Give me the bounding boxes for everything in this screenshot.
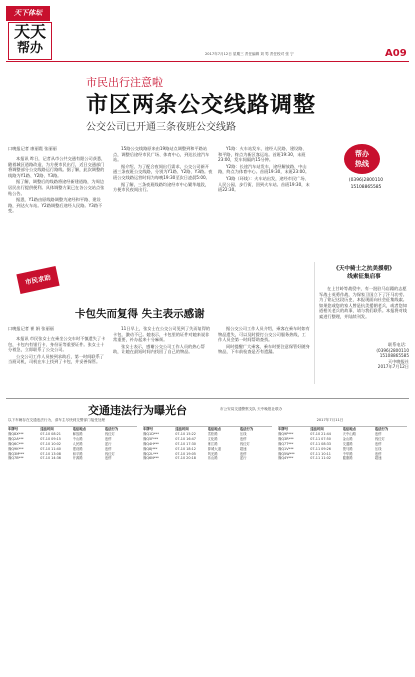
- table-cell: 豫Q9P***: [278, 431, 294, 436]
- table-cell: 07-10 21:44: [310, 431, 331, 436]
- paragraph: 本报讯 昨日，记者从市公共交通有限公司获悉，随着城区道路改造，为方便市民出行，近日交通部门将调整部分公交线路运行路线。据了解，此次调整的线路为Y1路、Y2路、Y3路。: [8, 156, 106, 178]
- violations-table-block: [278, 426, 407, 670]
- page-number: A09: [385, 48, 407, 59]
- sidebar-notice: [314, 262, 409, 384]
- table-cell: 豫Q4H***: [143, 441, 159, 446]
- table-row: [278, 456, 407, 461]
- paragraph: 据悉，Y1路由原线路调整为途经和平路、建设路，到达火车站。Y2路调整后途经人民路。Y3路不变。: [8, 197, 103, 214]
- table-header-cell: 车牌号: [143, 427, 154, 431]
- headline-sub: 公交公司已开通三条夜班公交线路: [86, 122, 236, 133]
- table-header-cell: 车牌号: [278, 427, 289, 431]
- sidebar-date: 2017年7月12日: [377, 364, 409, 370]
- table-cell: 压线: [239, 431, 247, 436]
- table-row: [8, 456, 137, 461]
- table-cell: 超速: [239, 446, 247, 451]
- violations-note: 以下车辆存在交通违法行为，请车主尽快到交警部门接受处理: [8, 418, 106, 422]
- section-title-line2: 帮办: [16, 41, 43, 56]
- paragraph: 据了解，三条夜班线路均途经市中心繁华地段，方便市民夜间出行。: [113, 181, 209, 193]
- table-cell: 违停: [374, 441, 382, 446]
- table-cell: 闯红灯: [374, 436, 385, 441]
- table-cell: 练江路: [207, 441, 218, 446]
- article2-title: 卡包失而复得 失主表示感谢: [75, 308, 205, 320]
- help-badge: [344, 144, 380, 174]
- table-cell: 违停: [374, 451, 382, 456]
- table-cell: 豫Q2A***: [8, 436, 24, 441]
- help-badge-bottom: 热线: [355, 160, 369, 168]
- table-header-cell: 违法行为: [374, 427, 389, 431]
- table-header-cell: 违法行为: [239, 427, 254, 431]
- table-cell: 07-10 16:47: [175, 436, 196, 441]
- table-cell: 07-10 19:05: [175, 451, 196, 456]
- table-cell: 违停: [239, 451, 247, 456]
- table-cell: 金山路: [342, 436, 353, 441]
- table-cell: 违停: [104, 456, 112, 461]
- table-cell: 07-10 20:18: [175, 456, 196, 461]
- table-cell: 开源路: [72, 456, 83, 461]
- table-cell: 豫Q4Y***: [278, 456, 294, 461]
- article1-col1: [8, 156, 108, 276]
- paragraph: Y3路（环线）：火车站出发，途经市民广场、人民公园、步行街，回到火车站。首班19:30，末班22:30。: [218, 175, 310, 193]
- table-cell: 违停: [374, 431, 382, 436]
- table-cell: 闯红灯: [239, 441, 250, 446]
- table-cell: 07-11 07:50: [310, 436, 331, 441]
- help-phone-1: (0396)2800110: [348, 178, 384, 183]
- table-cell: 07-11 08:33: [310, 441, 331, 446]
- table-cell: 07-11 09:26: [310, 446, 331, 451]
- table-header-cell: 违法地点: [342, 427, 357, 431]
- article2-stamp: 市民求助: [16, 266, 59, 294]
- table-cell: 健康路: [342, 456, 353, 461]
- table-header-cell: 违法时间: [175, 427, 189, 431]
- article1-byline: 口晚报记者 康丽霞 张丽丽: [8, 146, 57, 151]
- table-cell: 逆行: [104, 441, 112, 446]
- table-cell: 豫Q3M***: [8, 451, 25, 456]
- table-header-cell: 违法地点: [207, 427, 222, 431]
- table-header-cell: 违法时间: [40, 427, 54, 431]
- headline-main: 市区两条公交线路调整: [86, 93, 317, 118]
- paragraph: 11日早上，张女士在公交公司见到了失而复得的卡包，激动不已。她表示，卡包里的证件对她来说非常重要，补办起来十分麻烦。: [113, 326, 211, 343]
- table-cell: 07-11 11:02: [310, 456, 331, 461]
- table-cell: 违停: [104, 446, 112, 451]
- violations-title: 交通违法行为曝光台: [88, 404, 187, 417]
- table-cell: 07-10 08:21: [40, 431, 61, 436]
- table-cell: 豫Q7B***: [8, 456, 24, 461]
- paragraph: Y2路：长途汽车站发车，途经解放路、中山路，终点为体育中心。首班19:30，末班23:00。: [218, 163, 310, 175]
- violations-table: [8, 426, 407, 670]
- table-cell: 豫Q5F***: [143, 436, 159, 441]
- paragraph: 本报讯 市民张女士在乘坐公交车时不慎遗失了卡包，卡包内有银行卡、身份证等重要证件。张女士十分着急，立即联系了公交公司。: [8, 336, 106, 353]
- paragraph: 同时提醒广大乘客，乘车时要注意保管好随身物品，下车前检查是否有遗漏。: [218, 343, 310, 355]
- table-cell: 风光路: [207, 451, 218, 456]
- sidebar-signoff: 天中晚报社: [388, 358, 409, 364]
- sidebar-contact-phone-2: 15108865585: [379, 353, 409, 359]
- table-cell: 文化路: [207, 436, 218, 441]
- table-cell: 超速: [374, 456, 382, 461]
- masthead-rule: [6, 61, 409, 62]
- sidebar-contact-label: 联系电话：: [388, 342, 409, 347]
- paragraph: 据介绍，为了配合夜间出行需求，公交公司新开通三条夜班公交线路，分别为Y1路、Y2路、Y3路。夜班公交线路运营时间为每晚19:30至次日凌晨5:00。: [113, 163, 213, 180]
- article2-col1: [8, 336, 108, 392]
- violations-source: 市公安局交通警察支队 天中晚报社联办: [220, 407, 283, 411]
- table-cell: 雪松路: [207, 431, 218, 436]
- table-cell: 豫Q8J***: [143, 446, 158, 451]
- help-badge-top: 帮办: [355, 150, 369, 158]
- table-header-cell: 违法时间: [310, 427, 324, 431]
- table-cell: 07-11 10:11: [310, 451, 331, 456]
- violations-table-block: [8, 426, 137, 670]
- table-cell: 骏马路: [342, 446, 353, 451]
- section-title: [8, 22, 52, 60]
- violations-date: 2017年7月11日: [316, 418, 344, 422]
- date-line: 2017年7月12日 星期三 责任编辑 刘 男 责任校对 张 宁: [205, 52, 294, 56]
- table-cell: 豫Q6N***: [143, 456, 159, 461]
- table-cell: 豫Q6C***: [8, 441, 24, 446]
- paragraph: 15路公交线路原来由19路站点调整到和平路站点，调整后途经市民广场、体育中心，到达长途汽车站。: [113, 146, 210, 163]
- paragraph: Y1路：火车站发车，途经人民路、建设路、和平路，终点为新区客运站。首班19:30，末班23:00，发车间隔约15分钟。: [218, 146, 307, 163]
- article2-col2: [113, 326, 213, 392]
- sidebar-title-1: 《天中骑士之抗美援朝》: [333, 266, 395, 272]
- table-cell: 天中山路: [342, 431, 357, 436]
- table-cell: 乐山路: [207, 456, 218, 461]
- violations-table-block: [143, 426, 272, 670]
- table-cell: 驿城大道: [207, 446, 222, 451]
- table-cell: 07-10 09:15: [40, 436, 61, 441]
- sidebar-title-2: 线索征集启事: [347, 274, 381, 280]
- table-cell: 豫Q2L***: [143, 451, 159, 456]
- table-cell: 豫Q8X***: [8, 431, 24, 436]
- table-cell: 人民路: [72, 441, 83, 446]
- table-cell: 建设路: [72, 446, 83, 451]
- headline-kicker: 市民出行注意啦: [86, 76, 163, 89]
- table-cell: 07-10 14:36: [40, 456, 61, 461]
- article1-col3: [218, 146, 310, 276]
- table-row: [143, 456, 272, 461]
- table-cell: 豫Q1D***: [143, 431, 159, 436]
- article2-byline: 口晚报记者 崔 娟 张丽丽: [8, 326, 54, 331]
- table-cell: 压线: [374, 446, 382, 451]
- paragraph: 据了解，调整后的线路将途经新建道路，为周边居民出行提供便利。具体调整方案已在各公交站点张贴公告。: [8, 179, 105, 196]
- table-header-cell: 违法行为: [104, 427, 119, 431]
- article1-col2: [113, 146, 213, 276]
- table-cell: 违停: [104, 436, 112, 441]
- table-cell: 07-10 11:40: [40, 446, 61, 451]
- table-cell: 07-10 15:22: [175, 431, 196, 436]
- article2-col3: [218, 326, 310, 392]
- table-cell: 和平路: [72, 451, 83, 456]
- section-title-line1: 天天: [13, 22, 46, 41]
- paragraph: 公交公司工作人员接到求助后，第一时间联系了当班司机，司机在车上找到了卡包，并妥善保管。: [8, 353, 104, 365]
- table-cell: 07-10 10:02: [40, 441, 61, 446]
- table-cell: 豫Q3R***: [278, 436, 294, 441]
- paragraph: 据公交公司工作人员介绍，乘客在乘车时如有物品遗失，可以及时拨打公交公司服务热线，工作人员会第一时间帮助查找。: [218, 326, 310, 343]
- table-cell: 中山路: [72, 436, 83, 441]
- table-cell: 07-10 18:12: [175, 446, 196, 451]
- table-cell: 闯红灯: [104, 431, 115, 436]
- help-hotline: [322, 140, 408, 200]
- table-cell: 07-10 17:30: [175, 441, 196, 446]
- help-phone-2: 15108865585: [350, 185, 382, 190]
- sidebar-contact-phone: (0396)2800110: [376, 347, 409, 353]
- table-cell: 豫Q9K***: [8, 446, 24, 451]
- table-cell: 豫Q1V***: [278, 446, 294, 451]
- violations-rule: [6, 398, 409, 399]
- table-cell: 解放路: [72, 431, 83, 436]
- sidebar-body: 在上甘岭等战役中，有一批驻马店籍的志愿军战士英勇作战，为保家卫国立下了汗马功劳。为了铭记这段历史，本报现面向社会征集线索。如果您或您的家人曾是抗美援朝老兵，或者您知道相关老兵的故事，请与我们联系。本报将对线索进行整理，并陆续刊发。: [319, 286, 407, 319]
- table-cell: 豫Q5W***: [278, 451, 295, 456]
- paragraph: 张女士表示，感谢公交公司工作人员的热心帮助，让她在最短时间内找回了自己的物品。: [113, 343, 205, 355]
- table-cell: 违停: [239, 436, 247, 441]
- table-cell: 07-10 13:08: [40, 451, 61, 456]
- table-cell: 逆行: [239, 456, 247, 461]
- table-cell: 豫Q7T***: [278, 441, 294, 446]
- masthead: [0, 0, 415, 60]
- table-cell: 闯红灯: [104, 451, 115, 456]
- table-header-cell: 违法地点: [72, 427, 87, 431]
- table-cell: 中华路: [342, 451, 353, 456]
- table-header-cell: 车牌号: [8, 427, 19, 431]
- table-cell: 交通路: [342, 441, 353, 446]
- brand-logo: 天下体坛: [6, 6, 50, 21]
